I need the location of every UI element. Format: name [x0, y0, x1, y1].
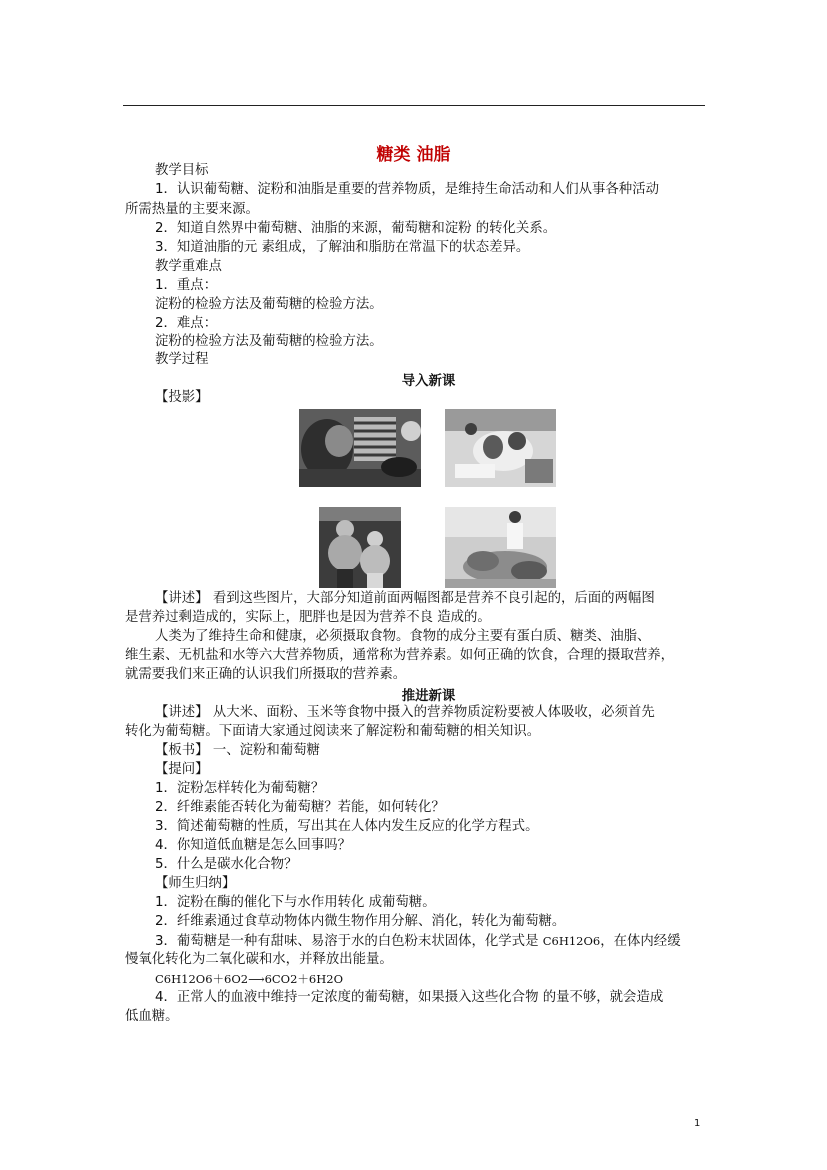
answer-3-line2: 慢氧化转化为二氧化碳和水，并释放出能量。	[125, 952, 393, 967]
process-heading: 教学过程	[155, 352, 209, 367]
intro-heading: 导入新课	[401, 374, 456, 389]
projection-label: 【投影】	[155, 390, 209, 405]
intro-para-line1: 人类为了维持生命和健康，必须摄取食物。食物的成分主要有蛋白质、糖类、油脂、	[155, 629, 651, 644]
question-2: 2．纤维素能否转化为葡萄糖？若能，如何转化？	[155, 800, 445, 815]
question-5: 5．什么是碳水化合物？	[155, 857, 298, 872]
glucose-formula: C6H12O6	[542, 934, 601, 948]
obesity-photo-2	[445, 507, 556, 588]
malnutrition-photo-2	[445, 409, 556, 487]
question-1: 1．淀粉怎样转化为葡萄糖？	[155, 781, 325, 796]
answer-3-line1	[155, 932, 681, 951]
question-4: 4．你知道低血糖是怎么回事吗？	[155, 838, 351, 853]
malnutrition-photo-1	[299, 409, 421, 487]
focus-text: 淀粉的检验方法及葡萄糖的检验方法。	[155, 297, 383, 312]
question-label: 【提问】	[155, 762, 209, 777]
answer-2: 2．纤维素通过食草动物体内微生物作用分解、消化，转化为葡萄糖。	[155, 914, 566, 929]
objective-3: 3．知道油脂的元 素组成，了解油和脂肪在常温下的状态差异。	[155, 240, 530, 255]
header-rule	[123, 105, 705, 106]
page-number: 1	[694, 1118, 701, 1129]
difficulty-text: 淀粉的检验方法及葡萄糖的检验方法。	[155, 334, 383, 349]
answer-3-tail: ，在体内经缓	[600, 934, 681, 949]
answer-4-line1: 4．正常人的血液中维持一定浓度的葡萄糖，如果摄入这些化合物 的量不够，就会造成	[155, 990, 664, 1005]
answer-1: 1．淀粉在酶的催化下与水作用转化 成葡萄糖。	[155, 895, 436, 910]
answer-4-line2: 低血糖。	[125, 1009, 179, 1024]
question-3: 3．简述葡萄糖的性质，写出其在人体内发生反应的化学方程式。	[155, 819, 539, 834]
intro-para-line2: 维生素、无机盐和水等六大营养物质，通常称为营养素。如何正确的饮食，合理的摄取营养，	[125, 648, 675, 663]
objectives-heading: 教学目标	[155, 163, 209, 178]
document-title: 糖类 油脂	[376, 145, 451, 165]
objective-1-line2: 所需热量的主要来源。	[125, 202, 259, 217]
focus-label: 1．重点：	[155, 278, 218, 293]
advance-lecture-line2: 转化为葡萄糖。下面请大家通过阅读来了解淀粉和葡萄糖的相关知识。	[125, 724, 541, 739]
intro-para-line3: 就需要我们来正确的认识我们所摄取的营养素。	[125, 667, 407, 682]
intro-lecture-line2: 是营养过剩造成的，实际上，肥胖也是因为营养不良 造成的。	[125, 610, 491, 625]
intro-lecture-line1: 【讲述】 看到这些图片，大部分知道前面两幅图都是营养不良引起的，后面的两幅图	[155, 591, 655, 606]
obesity-photo-1	[319, 507, 401, 588]
advance-lecture-line1: 【讲述】 从大米、面粉、玉米等食物中摄入的营养物质淀粉要被人体吸收，必须首先	[155, 705, 655, 720]
answer-3-text: 3．葡萄糖是一种有甜味、易溶于水的白色粉末状固体，化学式是	[155, 934, 543, 949]
difficulty-label: 2．难点：	[155, 316, 218, 331]
key-points-heading: 教学重难点	[155, 259, 222, 274]
summary-label: 【师生归纳】	[155, 876, 236, 891]
board-note: 【板书】 一、淀粉和葡萄糖	[155, 743, 320, 758]
oxidation-equation: C6H12O6＋6O2⟶6CO2＋6H2O	[155, 972, 344, 986]
objective-1-line1: 1．认识葡萄糖、淀粉和油脂是重要的营养物质，是维持生命活动和人们从事各种活动	[155, 182, 659, 197]
objective-2: 2．知道自然界中葡萄糖、油脂的来源，葡萄糖和淀粉 的转化关系。	[155, 221, 557, 236]
advance-heading: 推进新课	[401, 689, 456, 704]
